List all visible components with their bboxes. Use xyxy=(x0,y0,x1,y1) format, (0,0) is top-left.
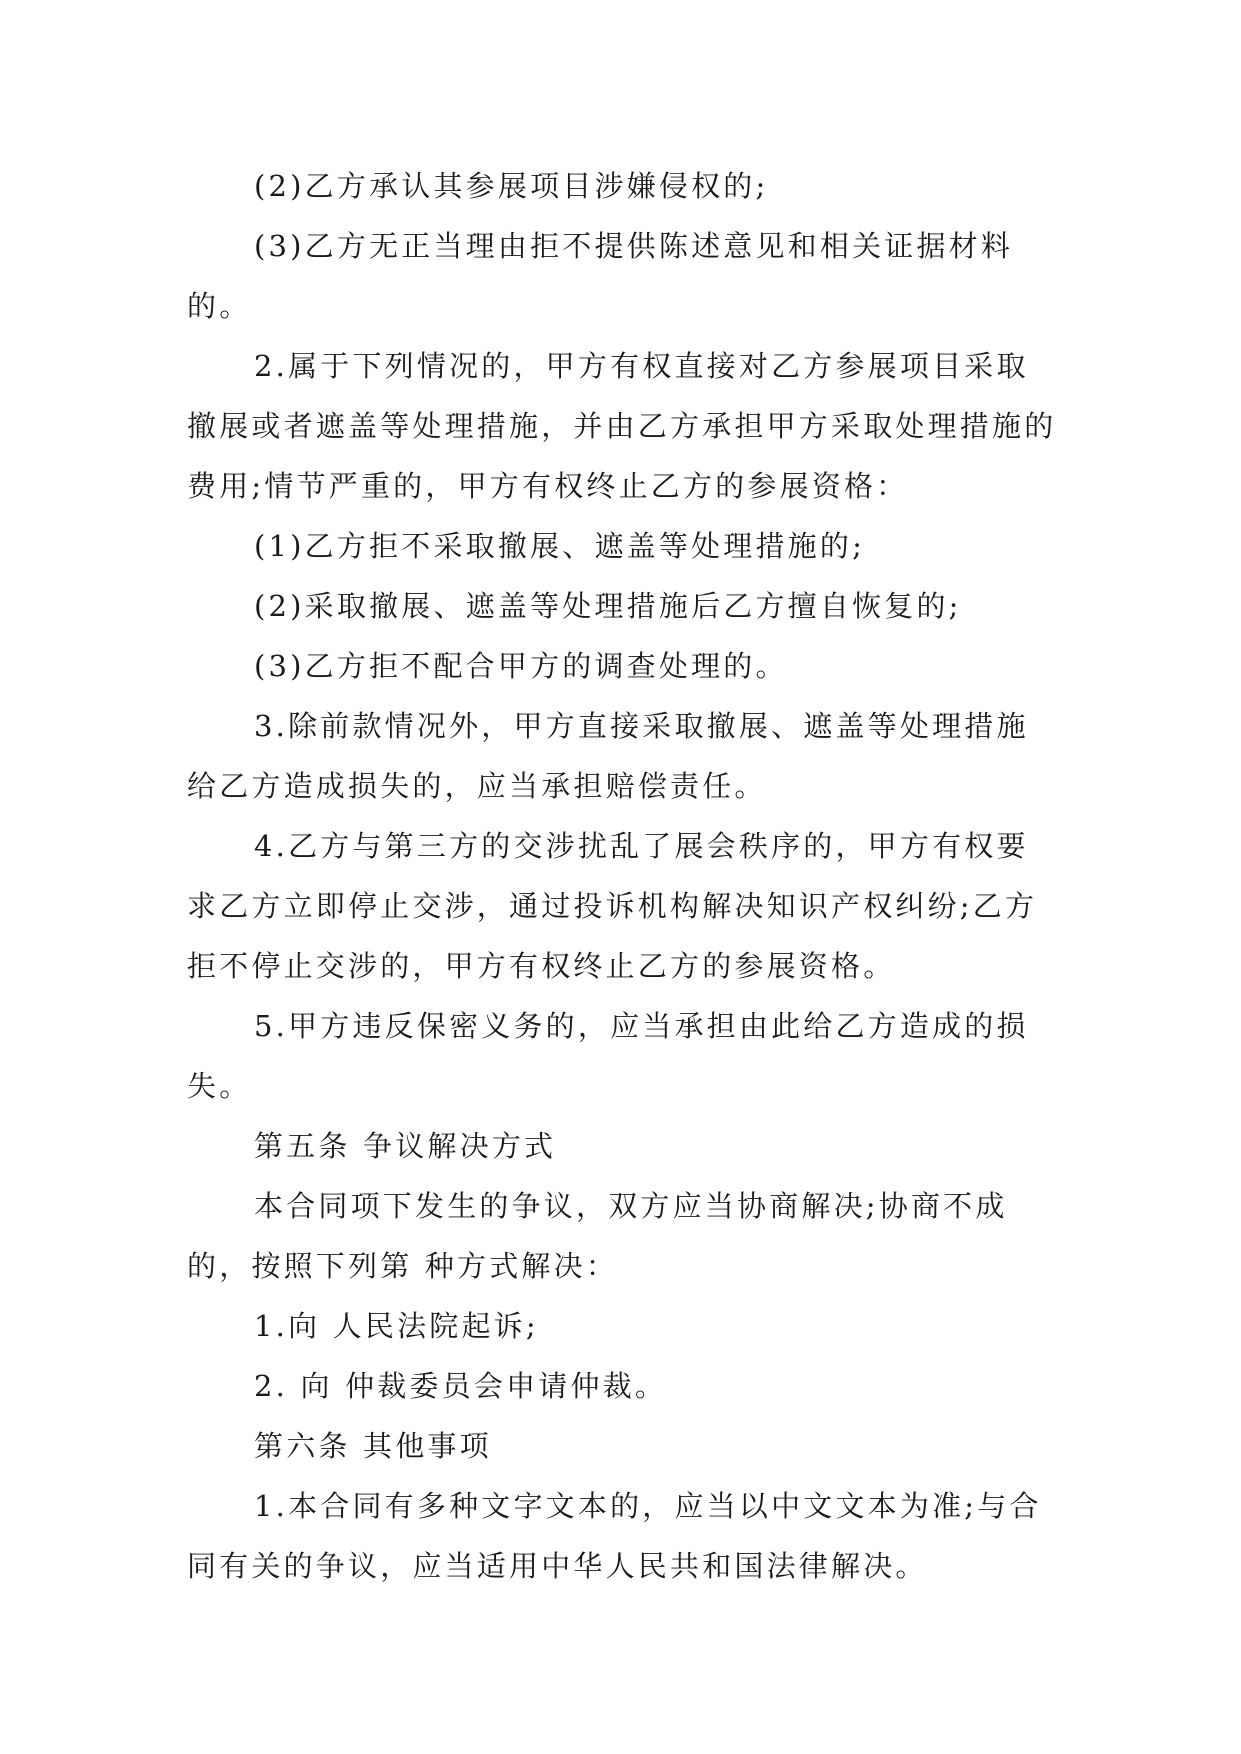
paragraph-item-2-admits-infringement: (2)乙方承认其参展项目涉嫌侵权的; xyxy=(254,169,769,203)
paragraph-option-court: 1.向 人民法院起诉; xyxy=(254,1309,539,1343)
paragraph-option-arbitration: 2. 向 仲裁委员会申请仲裁。 xyxy=(254,1369,668,1403)
paragraph-dispute-resolution: 本合同项下发生的争议，双方应当协商解决;协商不成的，按照下列第 种方式解决： xyxy=(187,1189,1008,1283)
paragraph-clause-2-item-1: (1)乙方拒不采取撤展、遮盖等处理措施的; xyxy=(254,529,866,563)
paragraph-other-matters-1: 1.本合同有多种文字文本的，应当以中文文本为准;与合同有关的争议，应当适用中华人民共和国法律解决。 xyxy=(187,1489,1042,1583)
section-heading-article-6: 第六条 其他事项 xyxy=(254,1429,492,1463)
paragraph-clause-5: 5.甲方违反保密义务的，应当承担由此给乙方造成的损失。 xyxy=(187,1009,1029,1103)
paragraph-clause-3: 3.除前款情况外，甲方直接采取撤展、遮盖等处理措施给乙方造成损失的，应当承担赔偿责任。 xyxy=(187,709,1029,803)
section-heading-article-5: 第五条 争议解决方式 xyxy=(254,1129,557,1163)
document-body xyxy=(187,156,1057,1596)
paragraph-clause-2-item-2: (2)采取撤展、遮盖等处理措施后乙方擅自恢复的; xyxy=(254,589,962,623)
paragraph-clause-2: 2.属于下列情况的，甲方有权直接对乙方参展项目采取撤展或者遮盖等处理措施，并由乙方承担甲方采取处理措施的费用;情节严重的，甲方有权终止乙方的参展资格： xyxy=(187,349,1057,503)
paragraph-clause-4: 4.乙方与第三方的交涉扰乱了展会秩序的，甲方有权要求乙方立即停止交涉，通过投诉机构解决知识产权纠纷;乙方拒不停止交涉的，甲方有权终止乙方的参展资格。 xyxy=(187,829,1038,983)
paragraph-clause-2-item-3: (3)乙方拒不配合甲方的调查处理的。 xyxy=(254,649,788,683)
paragraph-item-3-no-evidence: (3)乙方无正当理由拒不提供陈述意见和相关证据材料的。 xyxy=(187,229,1014,323)
